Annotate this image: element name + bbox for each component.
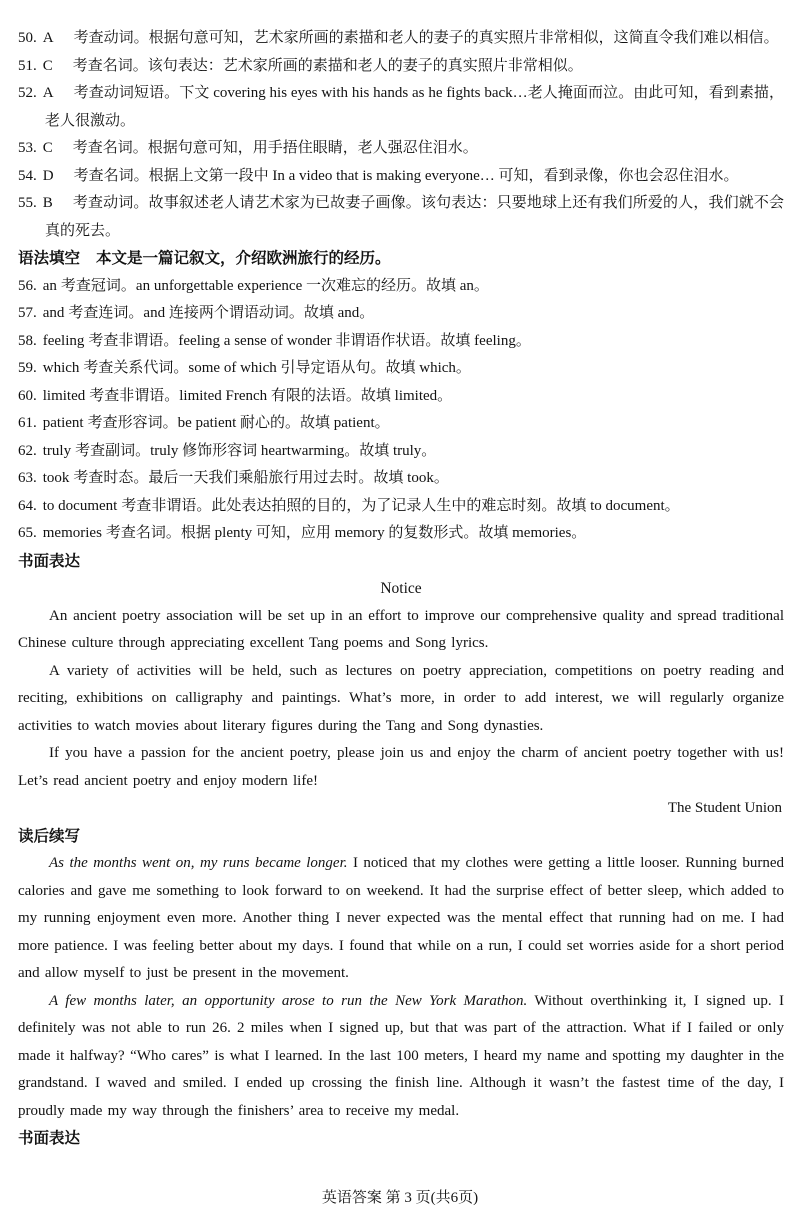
section-grammar-fill-title: 语法填空 [18,250,81,267]
section-grammar-fill-intro: 本文是一篇记叙文，介绍欧洲旅行的经历。 [96,250,391,267]
item-number: 51. [18,57,37,74]
item-explanation: 考查关系代词。some of which 引导定语从句。故填 which。 [83,360,471,376]
item-number: 54. [18,167,37,184]
item-answer: and [42,305,65,321]
item-answer: C [42,140,53,156]
item-number: 50. [18,30,37,46]
item-answer: took [42,470,70,486]
item-number: 59. [18,360,37,376]
item-explanation: 考查形容词。be patient 耐心的。故填 patient。 [87,415,390,431]
item-answer: A [42,30,54,46]
item-answer: which [42,360,80,376]
answer-item-64 [18,493,784,521]
item-explanation: 考查副词。truly 修饰形容词 heartwarming。故填 truly。 [75,442,437,459]
page-footer: 英语答案 第 3 页(共6页) [321,1190,479,1206]
item-number: 56. [18,277,37,294]
answer-item-62 [18,438,784,466]
item-answer: D [42,167,54,184]
notice-signature: The Student Union [667,800,782,816]
continuation-paragraph-2-lead: A few months later, an opportunity arose to run the New York Marathon. [49,992,528,1009]
item-number: 60. [18,387,37,404]
continuation-paragraph-1-lead: As the months went on, my runs became longer. [49,855,348,871]
notice-paragraph-2: A variety of activities will be held, such as lectures on poetry appreciation, competitions on poetry reading and reciting, exhibitions on calligraphy and paintings. What’s more, in order to add interest, we will regularly organize activities to watch movies about literary figures during the Tang and Song dynasties. [18,662,784,734]
continuation-paragraph-1 [18,850,784,988]
item-answer: limited [42,387,86,404]
notice-title: Notice [380,580,422,597]
item-answer: feeling [42,332,85,349]
notice-paragraph-1: An ancient poetry association will be set up in an effort to improve our comprehensive quality and spread traditional Chinese culture through appreciating excellent Tang poems and Song lyrics. [18,607,784,651]
item-answer: A [42,85,54,101]
section-grammar-fill-header [18,245,784,273]
section-written-expression-title-1: 书面表达 [18,552,81,570]
section-continuation-title: 读后续写 [18,827,81,845]
answer-item-59 [18,355,784,383]
answer-item-58 [18,328,784,356]
item-explanation: 考查非谓语。此处表达拍照的目的，为了记录人生中的难忘时刻。故填 to document。 [121,497,680,514]
continuation-paragraph-2-body: Without overthinking it, I signed up. I definitely was not able to run 26. 2 miles when I signed up, but that was part of the attraction. What if I failed or only made it halfway? “Who cares” is what I learned. In the last 100 meters, I heard my name and spotting my daughter in the grandstand. I waved and smiled. I ended up crossing the finish line. Although it wasn’t the fastest time of the day, I proudly made my way through the finishers’ area to receive my medal. [18,992,785,1119]
item-explanation: 考查动词。故事叙述老人请艺术家为已故妻子画像。该句表达：只要地球上还有我们所爱的人，我们就不会真的死去。 [45,195,784,239]
answer-item-56 [18,273,784,301]
item-answer: memories [42,525,102,541]
answer-item-61 [18,410,784,438]
item-answer: B [42,195,53,211]
item-answer: to document [42,497,118,514]
item-explanation: 考查连词。and 连接两个谓语动词。故填 and。 [68,305,375,321]
item-explanation: 考查时态。最后一天我们乘船旅行用过去时。故填 took。 [73,470,449,486]
item-number: 62. [18,442,37,459]
answer-item-54 [18,163,784,191]
answer-item-53 [18,135,784,163]
item-explanation: 考查非谓语。limited French 有限的法语。故填 limited。 [89,387,453,404]
item-number: 61. [18,415,37,431]
item-answer: an [42,277,57,294]
item-explanation: 考查动词。根据句意可知，艺术家所画的素描和老人的妻子的真实照片非常相似，这简直令我们难以相信。 [73,30,779,46]
section-written-expression-title-2: 书面表达 [18,1130,81,1147]
answer-item-52 [18,80,784,135]
item-number: 52. [18,85,37,101]
continuation-paragraph-2 [18,988,784,1126]
item-number: 65. [18,525,37,541]
answer-item-55 [18,190,784,245]
item-answer: patient [42,415,84,431]
item-number: 57. [18,305,37,321]
answer-item-65 [18,520,784,548]
item-explanation: 考查非谓语。feeling a sense of wonder 非谓语作状语。故填 feeling。 [88,332,531,349]
item-number: 53. [18,140,37,156]
item-number: 63. [18,470,37,486]
item-number: 64. [18,497,37,514]
answer-item-57 [18,300,784,328]
item-explanation: 考查名词。该句表达：艺术家所画的素描和老人的妻子的真实照片非常相似。 [72,57,583,74]
item-explanation: 考查冠词。an unforgettable experience 一次难忘的经历。故填 an。 [60,277,489,294]
item-explanation: 考查名词。根据 plenty 可知，应用 memory 的复数形式。故填 memories。 [105,525,587,541]
continuation-paragraph-1-body: I noticed that my clothes were getting a little looser. Running burned calories and gave me something to look forward to on weekend. It had the surprise effect of better sleep, which added to my running enjoyment even more. Another thing I never expected was the mental effect that running had on me. I had more patience. I was feeling better about my days. I found that while on a run, I could set worries aside for a short period and allow myself to just be present in the movement. [18,855,785,981]
item-explanation: 考查动词短语。下文 covering his eyes with his hands as he fights back…老人掩面而泣。由此可知，看到素描，老人很激动。 [45,85,784,129]
item-explanation: 考查名词。根据句意可知，用手捂住眼睛，老人强忍住泪水。 [72,140,478,156]
answer-item-60 [18,383,784,411]
answer-item-50 [18,25,784,53]
answer-item-63 [18,465,784,493]
item-explanation: 考查名词。根据上文第一段中 In a video that is making everyone… 可知，看到录像，你也会忍住泪水。 [73,167,739,184]
notice-paragraph-3: If you have a passion for the ancient poetry, please join us and enjoy the charm of ancient poetry together with us! Let’s read ancient poetry and enjoy modern life! [18,745,784,789]
item-answer: truly [42,442,72,459]
item-number: 55. [18,195,37,211]
item-answer: C [42,57,53,74]
answer-item-51 [18,53,784,81]
item-number: 58. [18,332,37,349]
